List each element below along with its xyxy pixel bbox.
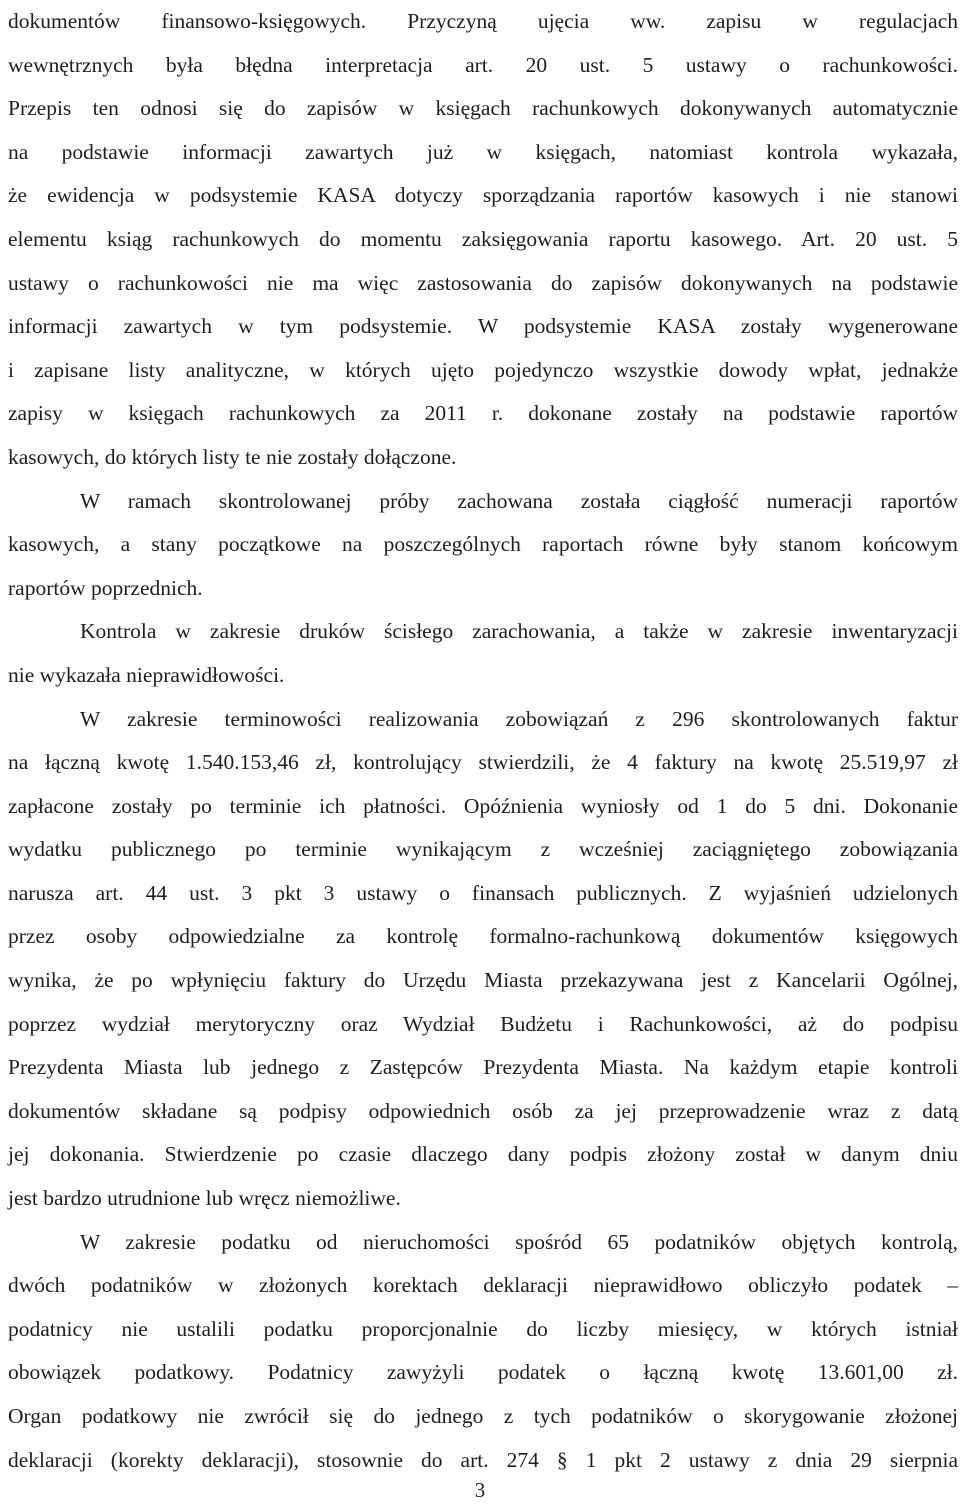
text-line: Prezydenta Miasta lub jednego z Zastępców Prezydenta Miasta. Na każdym etapie kontroli bbox=[8, 1055, 958, 1080]
text-line: narusza art. 44 ust. 3 pkt 3 ustawy o finansach publicznych. Z wyjaśnień udzielonych bbox=[8, 880, 958, 905]
paragraph-first-line: W ramach skontrolowanej próby zachowana została ciągłość numeracji raportów bbox=[80, 488, 958, 513]
text-line: dwóch podatników w złożonych korektach deklaracji nieprawidłowo obliczyło podatek – bbox=[8, 1273, 958, 1298]
paragraph-first-line: W zakresie podatku od nieruchomości spośród 65 podatników objętych kontrolą, bbox=[80, 1229, 958, 1254]
text-line: jest bardzo utrudnione lub wręcz niemożliwe. bbox=[8, 1186, 401, 1211]
text-line: informacji zawartych w tym podsystemie. W podsystemie KASA zostały wygenerowane bbox=[8, 314, 958, 339]
text-line: na łączną kwotę 1.540.153,46 zł, kontrolujący stwierdzili, że 4 faktury na kwotę 25.519,97 zł bbox=[8, 750, 958, 775]
text-line: wewnętrznych była błędna interpretacja art. 20 ust. 5 ustawy o rachunkowości. bbox=[8, 52, 958, 77]
text-line: ustawy o rachunkowości nie ma więc zastosowania do zapisów dokonywanych na podstawie bbox=[8, 270, 958, 295]
text-line: na podstawie informacji zawartych już w księgach, natomiast kontrola wykazała, bbox=[8, 139, 958, 164]
text-line: dokumentów składane są podpisy odpowiednich osób za jej przeprowadzenie wraz z datą bbox=[8, 1098, 958, 1123]
text-line: Przepis ten odnosi się do zapisów w księgach rachunkowych dokonywanych automatycznie bbox=[8, 96, 958, 121]
text-line: zapisy w księgach rachunkowych za 2011 r. dokonane zostały na podstawie raportów bbox=[8, 401, 958, 426]
text-line: poprzez wydział merytoryczny oraz Wydział Budżetu i Rachunkowości, aż do podpisu bbox=[8, 1011, 958, 1036]
text-line: raportów poprzednich. bbox=[8, 575, 203, 600]
text-line: kasowych, do których listy te nie zostały dołączone. bbox=[8, 444, 457, 469]
text-line: Organ podatkowy nie zwrócił się do jednego z tych podatników o skorygowanie złożonej bbox=[8, 1404, 958, 1428]
text-line: dokumentów finansowo-księgowych. Przyczyną ujęcia ww. zapisu w regulacjach bbox=[8, 9, 958, 33]
text-line: deklaracji (korekty deklaracji), stosownie do art. 274 § 1 pkt 2 ustawy z dnia 29 sierpnia bbox=[8, 1447, 958, 1472]
text-line: że ewidencja w podsystemie KASA dotyczy sporządzania raportów kasowych i nie stanowi bbox=[8, 183, 958, 208]
paragraph-first-line: Kontrola w zakresie druków ścisłego zarachowania, a także w zakresie inwentaryzacji bbox=[80, 619, 958, 644]
paragraph-first-line: W zakresie terminowości realizowania zobowiązań z 296 skontrolowanych faktur bbox=[80, 706, 958, 731]
text-line: kasowych, a stany początkowe na poszczególnych raportach równe były stanom końcowym bbox=[8, 532, 958, 557]
text-line: wynika, że po wpłynięciu faktury do Urzędu Miasta przekazywana jest z Kancelarii Ogólnej, bbox=[8, 968, 958, 993]
page-number: 3 bbox=[474, 1478, 486, 1502]
text-line: jej dokonania. Stwierdzenie po czasie dlaczego dany podpis złożony został w danym dniu bbox=[8, 1142, 958, 1167]
text-line: obowiązek podatkowy. Podatnicy zawyżyli podatek o łączną kwotę 13.601,00 zł. bbox=[8, 1360, 958, 1385]
text-line: przez osoby odpowiedzialne za kontrolę formalno-rachunkową dokumentów księgowych bbox=[8, 924, 958, 949]
text-line: wydatku publicznego po terminie wynikającym z wcześniej zaciągniętego zobowiązania bbox=[8, 837, 958, 862]
text-line: zapłacone zostały po terminie ich płatności. Opóźnienia wyniosły od 1 do 5 dni. Dokonanie bbox=[8, 793, 958, 818]
text-line: nie wykazała nieprawidłowości. bbox=[8, 662, 285, 687]
text-line: i zapisane listy analityczne, w których ujęto pojedynczo wszystkie dowody wpłat, jednakże bbox=[8, 357, 958, 382]
text-line: podatnicy nie ustalili podatku proporcjonalnie do liczby miesięcy, w których istniał bbox=[8, 1316, 958, 1341]
document-body bbox=[8, 0, 958, 1482]
text-line: elementu ksiąg rachunkowych do momentu zaksięgowania raportu kasowego. Art. 20 ust. 5 bbox=[8, 226, 958, 251]
